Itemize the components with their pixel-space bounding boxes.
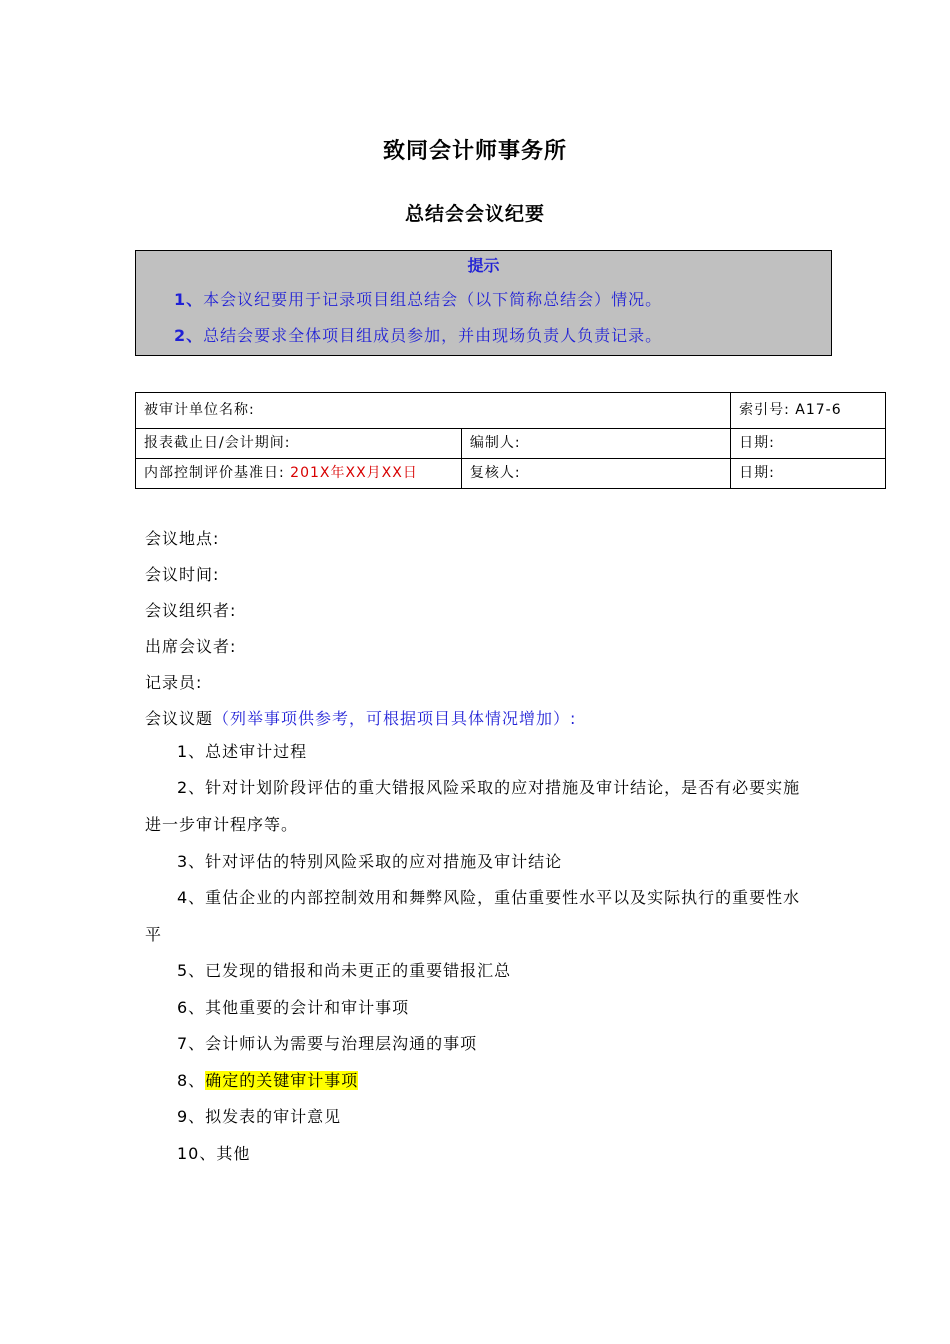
document-title: 总结会会议纪要 — [404, 203, 545, 225]
index-number-cell — [731, 393, 886, 429]
topic-item-10: 10、其他 — [177, 1144, 251, 1163]
topics-note: （列举事项供参考，可根据项目具体情况增加）: — [213, 709, 577, 728]
topic-item-6: 6、其他重要的会计和审计事项 — [177, 998, 410, 1017]
index-value: A17-6 — [795, 402, 842, 418]
base-date-value: 201X年XX月XX日 — [290, 465, 418, 481]
hint-line-number: 1、 — [174, 290, 204, 309]
report-period-cell: 报表截止日/会计期间: — [136, 429, 462, 459]
hint-line-text: 本会议纪要用于记录项目组总结会（以下简称总结会）情况。 — [203, 290, 663, 309]
topic-item-8-highlighted-text: 确定的关键审计事项 — [205, 1071, 359, 1090]
topics-label: 会议议题 — [145, 709, 214, 728]
topic-item-3: 3、针对评估的特别风险采取的应对措施及审计结论 — [177, 852, 563, 871]
topic-item-2-continued: 进一步审计程序等。 — [145, 815, 299, 834]
topic-item-2: 2、针对计划阶段评估的重大错报风险采取的应对措施及审计结论，是否有必要实施 — [177, 778, 801, 797]
topic-item-7: 7、会计师认为需要与治理层沟通的事项 — [177, 1034, 478, 1053]
meeting-organizer: 会议组织者: — [145, 601, 237, 620]
hint-box — [135, 250, 832, 356]
hint-line-2 — [174, 323, 662, 349]
hint-line-text: 总结会要求全体项目组成员参加，并由现场负责人负责记录。 — [203, 326, 663, 345]
table-row — [136, 429, 886, 459]
meeting-attendees: 出席会议者: — [145, 637, 237, 656]
topic-item-4-continued: 平 — [145, 925, 163, 944]
hint-line-number: 2、 — [174, 326, 204, 345]
meeting-topics — [145, 704, 576, 734]
hint-title: 提示 — [467, 256, 500, 275]
preparer-cell: 编制人: — [461, 429, 730, 459]
meeting-location: 会议地点: — [145, 529, 220, 548]
base-date-label: 内部控制评价基准日: — [144, 465, 291, 481]
topic-item-9: 9、拟发表的审计意见 — [177, 1107, 342, 1126]
audit-info-table — [135, 392, 886, 489]
table-row — [136, 393, 886, 429]
topic-item-4: 4、重估企业的内部控制效用和舞弊风险，重估重要性水平以及实际执行的重要性水 — [177, 888, 801, 907]
topic-item-8-number: 8、 — [177, 1071, 206, 1090]
meeting-time: 会议时间: — [145, 565, 220, 584]
hint-line-1 — [174, 287, 662, 313]
review-date-cell: 日期: — [731, 459, 886, 489]
control-base-date-cell — [136, 459, 462, 489]
meeting-recorder: 记录员: — [145, 673, 203, 692]
audited-entity-cell: 被审计单位名称: — [136, 393, 731, 429]
prepare-date-cell: 日期: — [731, 429, 886, 459]
topic-item-1: 1、总述审计过程 — [177, 742, 308, 761]
firm-name: 致同会计师事务所 — [382, 139, 567, 164]
index-label: 索引号: — [739, 402, 796, 418]
topic-item-5: 5、已发现的错报和尚未更正的重要错报汇总 — [177, 961, 512, 980]
table-row — [136, 459, 886, 489]
reviewer-cell: 复核人: — [461, 459, 730, 489]
topic-item-8 — [177, 1066, 358, 1096]
